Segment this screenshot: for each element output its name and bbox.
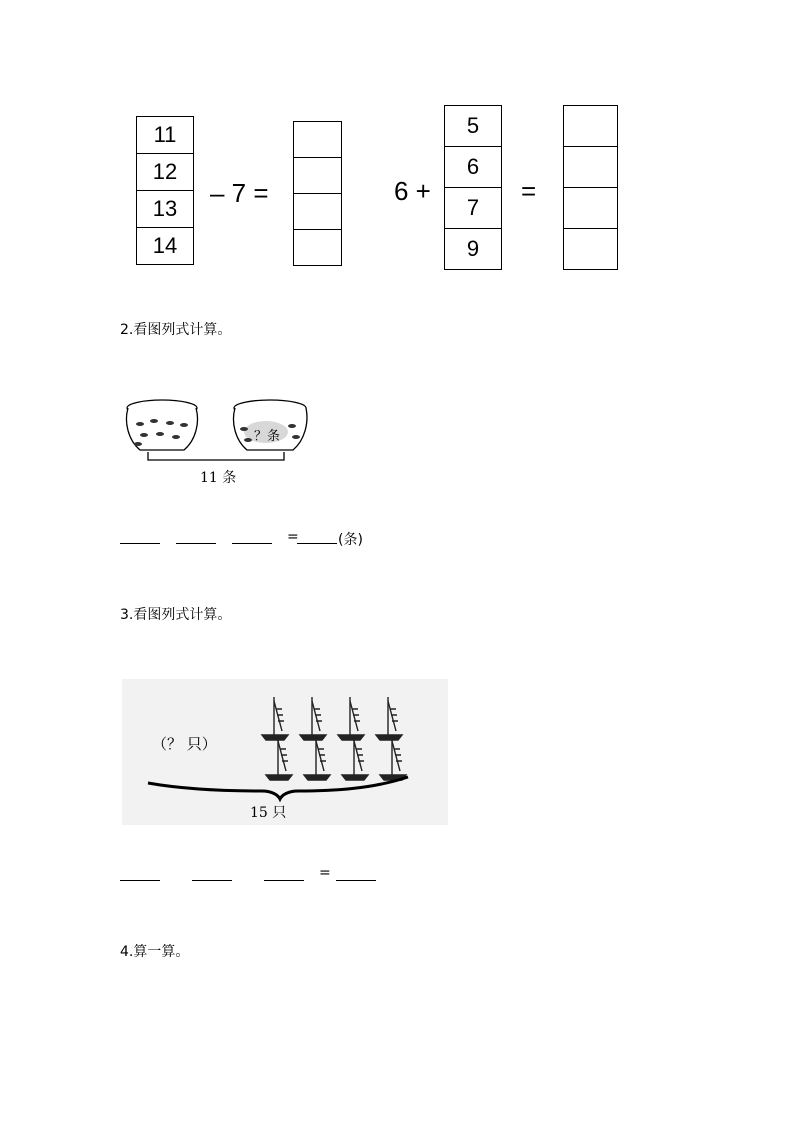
sailboat-icon [262,697,406,780]
total-fish-label: 11 条 [200,470,237,486]
left-number-column [136,116,194,265]
unknown-boats-label: （？ 只） [152,735,217,753]
answer-blank[interactable] [120,543,160,544]
number-cell: 5 [444,105,502,147]
number-cell: 9 [444,228,502,270]
equals-sign: = [521,176,537,206]
answer-blank[interactable] [192,880,232,881]
answer-box[interactable] [293,229,342,266]
answer-blank[interactable] [120,880,160,881]
section-3-heading: 3.看图列式计算。 [120,607,232,623]
right-number-column [444,105,502,270]
fish-bowls-svg [120,392,320,462]
answer-box[interactable] [293,157,342,194]
fish-bowls-illustration [120,392,320,492]
six-plus: 6 + [394,176,431,206]
answer-blank[interactable] [336,880,376,881]
minus-seven-equals: – 7 = [210,178,269,208]
equation-equals: = [287,529,299,545]
answer-box[interactable] [563,146,618,188]
answer-box[interactable] [563,105,618,147]
answer-box[interactable] [563,187,618,229]
section-2-heading: 2.看图列式计算。 [120,322,232,338]
answer-blank[interactable] [232,543,272,544]
unit-label: (条) [338,532,363,548]
unknown-fish-label: ？条 [254,429,281,444]
number-cell: 7 [444,187,502,229]
number-cell: 14 [136,227,194,265]
answer-blank[interactable] [264,880,304,881]
answer-blank[interactable] [176,543,216,544]
total-boats-label: 15 只 [250,805,287,821]
number-cell: 12 [136,153,194,191]
left-bowl [127,400,198,450]
section-4-heading: 4.算一算。 [120,944,190,960]
answer-column-2 [563,105,618,270]
answer-box[interactable] [293,193,342,230]
number-cell: 11 [136,116,194,154]
number-cell: 6 [444,146,502,188]
answer-box[interactable] [563,228,618,270]
number-cell: 13 [136,190,194,228]
answer-box[interactable] [293,121,342,158]
sailboats-illustration [122,679,448,825]
brace-bracket [148,452,284,460]
answer-column-1 [293,121,342,266]
answer-blank[interactable] [297,543,337,544]
equation-equals: = [319,865,331,881]
